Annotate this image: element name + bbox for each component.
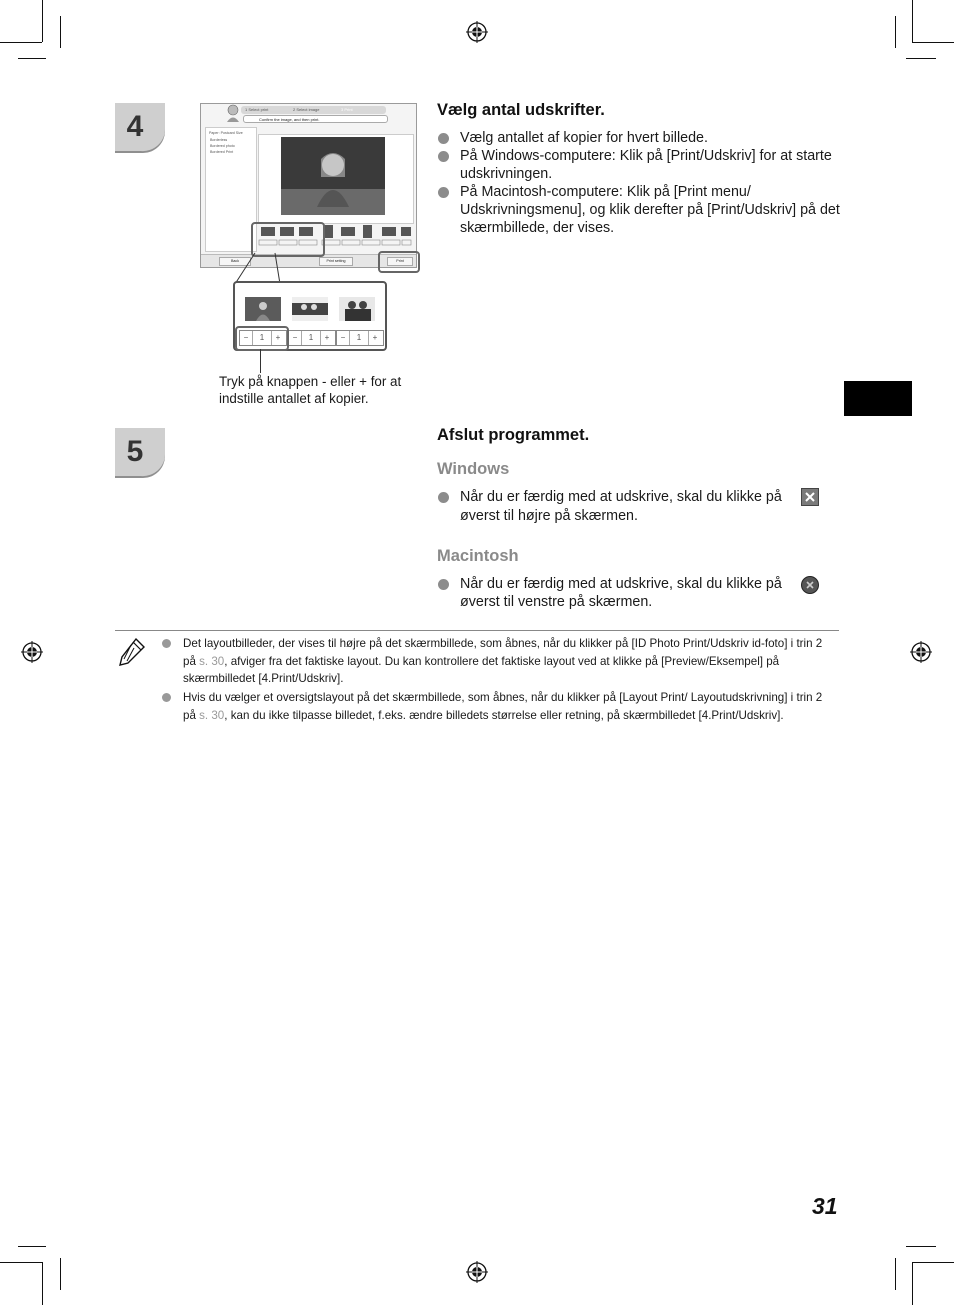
quantity-stepper[interactable]	[336, 330, 384, 346]
crop-mark	[912, 1262, 913, 1305]
step-4-bullet: På Macintosh-computere: Klik på [Print menu/ Udskrivningsmenu], og klik derefter på [Print/Udskriv] på det skærmbillede, der vises.	[460, 184, 840, 236]
side-option[interactable]: Bordered photo	[210, 144, 235, 148]
print-button[interactable]: Print	[387, 257, 413, 266]
crop-mark	[912, 0, 913, 42]
crop-mark	[912, 1262, 954, 1263]
minus-button[interactable]: −	[337, 331, 350, 345]
crop-mark	[906, 1246, 936, 1247]
crop-mark	[42, 1262, 43, 1305]
bullet-icon	[438, 151, 449, 162]
crop-mark	[18, 58, 46, 59]
mac-instruction: Når du er færdig med at udskrive, skal du klikke på	[460, 576, 782, 592]
bullet-icon	[438, 579, 449, 590]
screenshot-toolbar	[258, 127, 412, 133]
bullet-icon	[438, 133, 449, 144]
bullet-icon	[162, 693, 171, 702]
instruction-bar: Confirm the image, and then print.	[243, 115, 388, 123]
crop-mark	[895, 16, 896, 48]
side-panel	[205, 127, 257, 252]
page-reference-link[interactable]: s. 30	[199, 708, 225, 722]
step-number-badge	[115, 103, 165, 153]
step-number-badge	[115, 428, 165, 478]
page-number: 31	[812, 1193, 838, 1219]
back-button[interactable]: Back	[219, 257, 251, 266]
macintosh-heading: Macintosh	[437, 547, 519, 565]
page-reference-link[interactable]: s. 30	[199, 654, 225, 668]
crop-mark	[0, 1262, 42, 1263]
step-4-title: Vælg antal udskrifter.	[437, 101, 605, 119]
step-4-bullet: Vælg antallet af kopier for hvert billede.	[460, 130, 708, 146]
mac-instruction-2: øverst til venstre på skærmen.	[460, 594, 653, 610]
plus-button[interactable]: +	[275, 333, 281, 342]
quantity-value[interactable]: 1	[350, 331, 369, 345]
quantity-value[interactable]: 1	[302, 331, 321, 345]
zoom-thumbnail	[292, 297, 328, 321]
registration-mark-icon	[910, 641, 932, 663]
step-5-number: 5	[126, 435, 144, 468]
registration-mark-icon	[466, 21, 488, 43]
print-setting-button[interactable]: Print setting	[319, 257, 353, 266]
minus-button[interactable]: −	[289, 331, 302, 345]
notes-divider	[115, 630, 839, 631]
crop-mark	[906, 58, 936, 59]
preview-photo	[281, 137, 385, 215]
crop-mark	[0, 42, 42, 43]
step-4-number: 4	[126, 110, 144, 143]
crop-mark	[912, 42, 954, 43]
pencil-note-icon	[118, 637, 146, 667]
step-5-title: Afslut programmet.	[437, 426, 590, 444]
plus-button[interactable]: +	[324, 333, 330, 342]
bullet-icon	[438, 492, 449, 503]
crop-mark	[18, 1246, 46, 1247]
note-item: Det layoutbilleder, der vises til højre på det skærmbillede, som åbnes, når du klikker på [ID Photo Print/Udskriv id-foto] i trin 2 på s. 30, afviger fra det faktiske layout. Du kan kontrollere det faktiske layout ved at klikke på [Preview/Eksempel] på skærmbilledet [4.Print/Udskriv].	[183, 637, 823, 686]
bullet-icon	[438, 187, 449, 198]
quantity-value[interactable]: 1	[253, 331, 272, 345]
zoom-thumbnail	[339, 297, 375, 321]
section-tab	[844, 381, 912, 416]
tab-print: 3 Print	[341, 107, 353, 112]
screenshot-tab-bar	[241, 106, 386, 114]
windows-heading: Windows	[437, 460, 510, 478]
tab-select-print: 1 Select print	[245, 107, 269, 112]
stepper-caption: Tryk på knappen - eller + for at indstille antallet af kopier.	[219, 374, 402, 406]
side-option[interactable]: Bordered Print	[210, 150, 234, 154]
crop-mark	[42, 0, 43, 42]
crop-mark	[60, 1258, 61, 1290]
registration-mark-icon	[466, 1261, 488, 1283]
mac-close-icon	[801, 576, 819, 594]
windows-instruction: Når du er færdig med at udskrive, skal du klikke på	[460, 489, 782, 505]
tab-select-image: 2 Select image	[293, 107, 320, 112]
quantity-stepper[interactable]	[288, 330, 336, 346]
close-icon	[801, 488, 819, 506]
step-4-bullet: På Windows-computere: Klik på [Print/Udskriv] for at starte udskrivningen.	[460, 148, 832, 182]
highlight-box	[235, 326, 289, 351]
crop-mark	[60, 16, 61, 48]
note-item: Hvis du vælger et oversigtslayout på det skærmbillede, som åbnes, når du klikker på [Layout Print/ Layoutudskrivning] i trin 2 på s. 30, kan du ikke tilpasse billedet, f.eks. ændre billedets størrelse eller retning, på skærmbilledet [4.Print/Udskriv].	[183, 691, 823, 722]
assistant-avatar-icon	[225, 104, 241, 122]
minus-button[interactable]: −	[240, 331, 253, 345]
zoom-thumbnail	[245, 297, 281, 321]
registration-mark-icon	[21, 641, 43, 663]
side-option[interactable]: Borderless	[210, 138, 228, 142]
callout-line	[260, 349, 261, 373]
plus-button[interactable]: +	[372, 333, 378, 342]
highlight-box	[378, 251, 420, 273]
bullet-icon	[162, 639, 171, 648]
crop-mark	[895, 1258, 896, 1290]
windows-instruction-2: øverst til højre på skærmen.	[460, 508, 638, 524]
side-panel-title: Paper: Postcard Size	[209, 131, 243, 135]
